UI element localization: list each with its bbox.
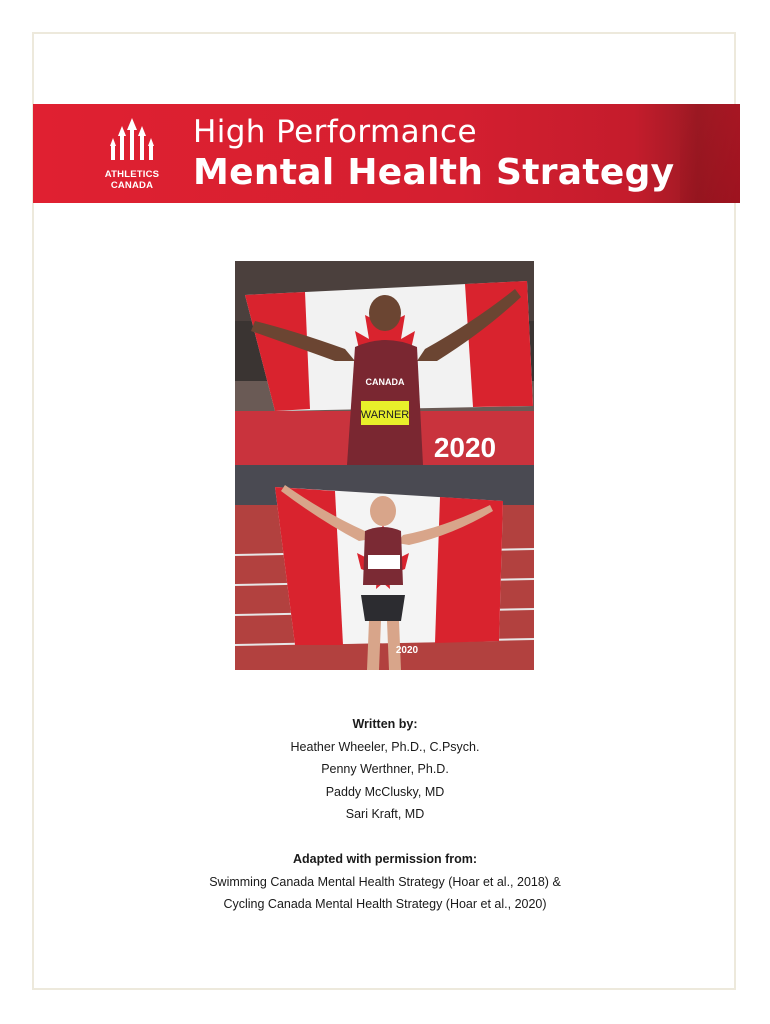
author-name: Heather Wheeler, Ph.D., C.Psych.	[290, 739, 480, 754]
athlete-photo-top	[235, 261, 534, 465]
author-name: Paddy McClusky, MD	[325, 784, 445, 799]
author-name: Penny Werthner, Ph.D.	[321, 762, 449, 776]
header-banner	[33, 104, 740, 203]
authors-block	[33, 713, 737, 826]
board-text-bottom: 2020	[395, 645, 419, 656]
singlet-text: CANADA	[365, 377, 405, 387]
written-by-heading: Written by:	[352, 717, 418, 731]
board-text-top: 2020	[433, 432, 497, 463]
banner-edge-shade	[680, 104, 740, 203]
athlete-photo-bottom	[235, 465, 534, 670]
source-line: Swimming Canada Mental Health Strategy (Hoar et al., 2018) &	[209, 874, 561, 889]
author-name: Sari Kraft, MD	[345, 807, 425, 821]
adapted-heading: Adapted with permission from:	[292, 852, 478, 866]
source-line: Cycling Canada Mental Health Strategy (Hoar et al., 2020)	[223, 897, 547, 911]
title-line-1: High Performance	[193, 114, 477, 150]
athletics-canada-logo	[101, 116, 163, 194]
title-line-2: Mental Health Strategy	[193, 152, 675, 193]
logo-text-athletics: ATHLETICS	[104, 169, 160, 180]
source-block	[33, 848, 737, 916]
bib-text-warner: WARNER	[360, 409, 410, 421]
maple-flame-icon	[101, 116, 163, 164]
logo-text-canada: CANADA	[110, 180, 154, 191]
